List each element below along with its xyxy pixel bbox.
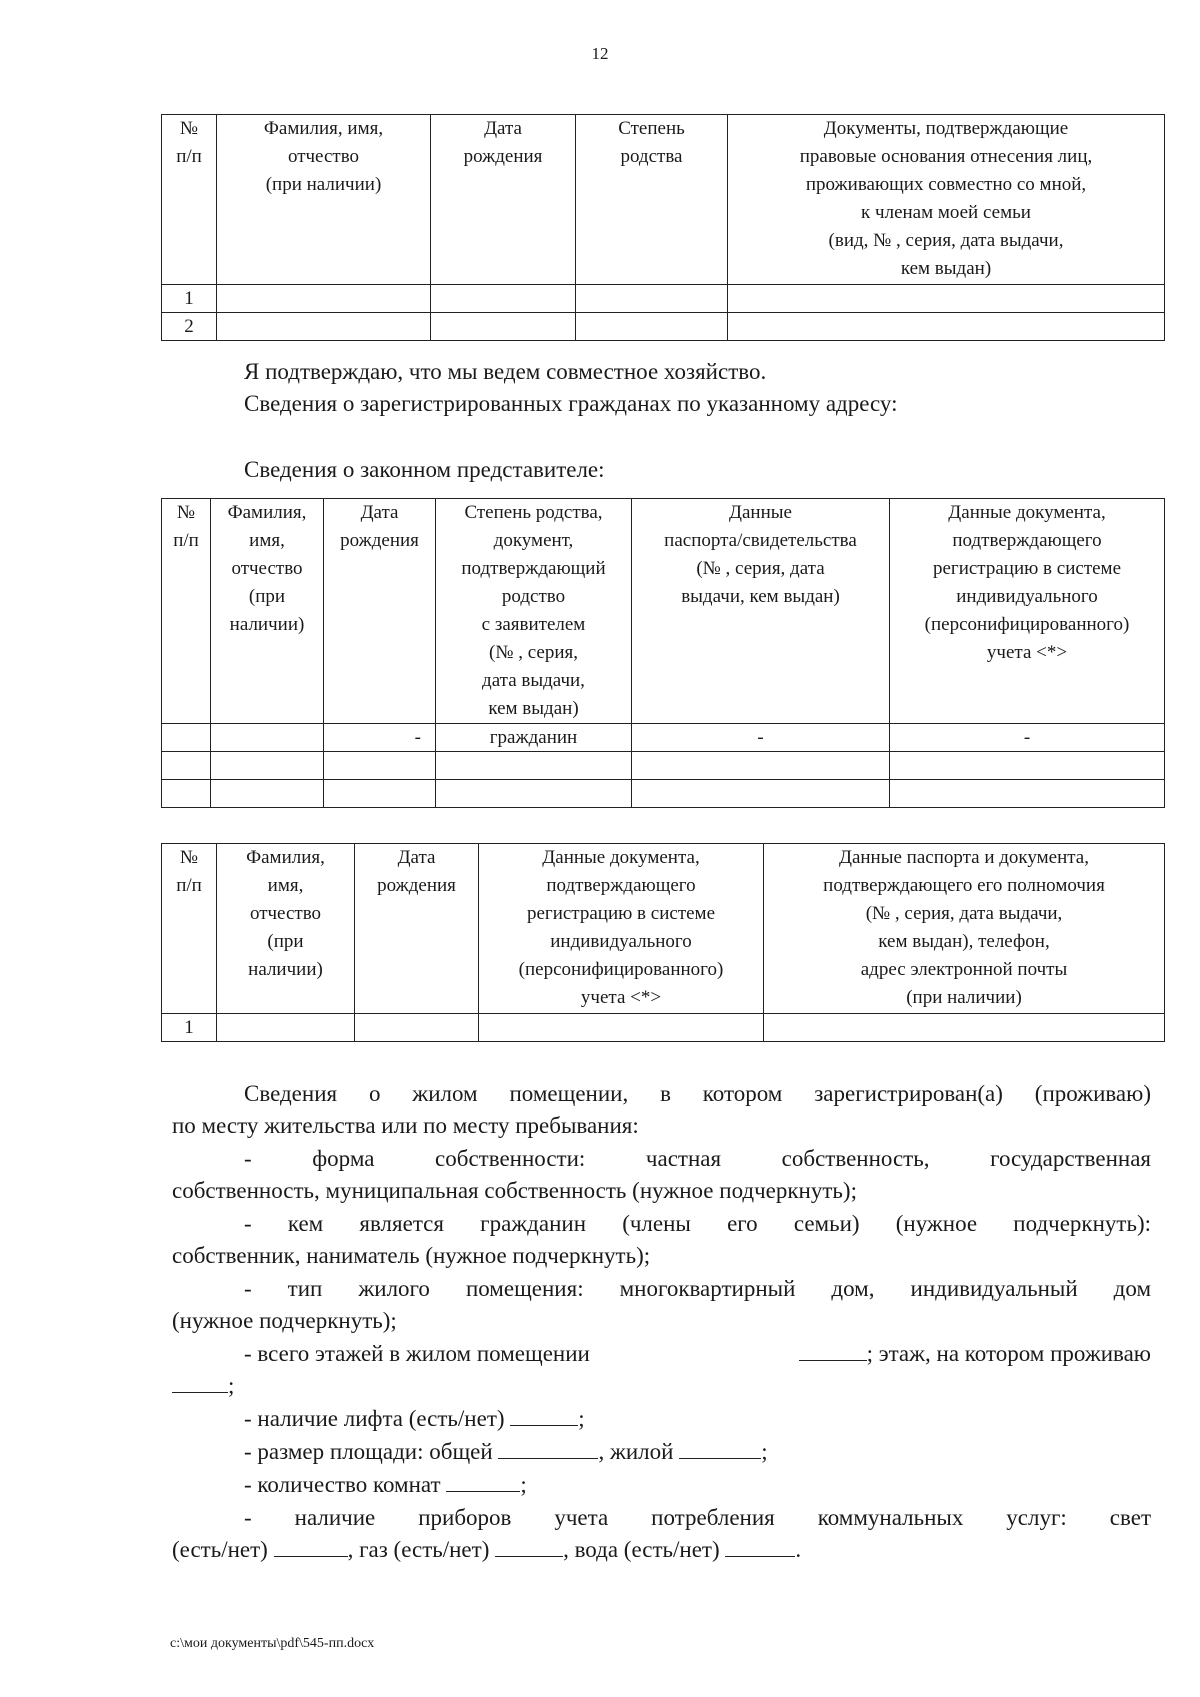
housing-type: - тип жилого помещения: многоквартирный дом, индивидуальный дом <box>244 1276 1151 1301</box>
living-area-label: , жилой <box>598 1439 674 1464</box>
period: . <box>795 1537 802 1562</box>
living-floor-field[interactable] <box>172 1372 228 1393</box>
registered-citizens-heading: Сведения о зарегистрированных гражданах по указанному адресу: <box>244 391 898 416</box>
col-header-authority-document: Данные паспорта и документа, подтверждающего его полномочия (№ , серия, дата выдачи, кем выдан), телефон, адрес электронной почты (при наличии) <box>764 844 1165 1014</box>
table-cell[interactable] <box>436 752 632 780</box>
household-statement: Я подтверждаю, что мы ведем совместное хозяйство. <box>244 359 767 384</box>
table-cell[interactable] <box>324 752 436 780</box>
col-header-fullname: Фамилия, имя, отчество (при наличии) <box>217 844 355 1014</box>
footer-file-path: c:\мои документы\pdf\545-пп.docx <box>170 1636 375 1651</box>
table-cell[interactable]: 1 <box>162 1014 217 1042</box>
table-cell[interactable] <box>632 780 890 808</box>
family-members-table <box>161 114 1165 341</box>
col-header-fullname: Фамилия, имя, отчество (при наличии) <box>211 499 324 724</box>
table-row <box>162 780 1165 808</box>
housing-intro: Сведения о жилом помещении, в котором зарегистрирован(а) (проживаю) <box>244 1081 1151 1106</box>
table-row <box>162 313 1165 341</box>
table-cell[interactable] <box>162 780 211 808</box>
col-header-number: № п/п <box>162 499 211 724</box>
page-number: 12 <box>591 44 609 63</box>
floors-label: - всего этажей в жилом помещении <box>244 1341 590 1366</box>
lift-line <box>244 1403 585 1435</box>
water-field[interactable] <box>725 1536 795 1557</box>
semicolon: ; <box>228 1373 235 1398</box>
table-cell[interactable]: - <box>890 724 1165 752</box>
col-header-relationship-document: Степень родства, документ, подтверждающий родство с заявителем (№ , серия, дата выдачи, кем выдан) <box>436 499 632 724</box>
col-header-birthdate: Дата рождения <box>324 499 436 724</box>
table-row <box>162 724 1165 752</box>
table-cell[interactable]: 2 <box>162 313 217 341</box>
table-cell[interactable] <box>355 1014 479 1042</box>
electricity-label: (есть/нет) <box>172 1537 268 1562</box>
col-header-number: № п/п <box>162 844 217 1014</box>
meters-line: - наличие приборов учета потребления коммунальных услуг: свет <box>244 1505 1151 1530</box>
rooms-label: - количество комнат <box>244 1472 441 1497</box>
housing-type-cont: (нужное подчеркнуть); <box>172 1308 397 1333</box>
table-cell[interactable] <box>576 285 728 313</box>
col-header-registration-document: Данные документа, подтверждающего регистрацию в системе индивидуального (персонифицированного) учета <*> <box>479 844 764 1014</box>
table-cell[interactable] <box>728 285 1165 313</box>
lift-field[interactable] <box>510 1405 578 1426</box>
table-cell[interactable] <box>431 313 576 341</box>
legal-representative-heading: Сведения о законном представителе: <box>244 457 605 482</box>
total-floors-field[interactable] <box>799 1340 867 1361</box>
table-cell[interactable] <box>217 285 431 313</box>
table-cell[interactable] <box>890 780 1165 808</box>
meters-line-cont <box>172 1534 801 1566</box>
floors-label-2: ; этаж, на котором проживаю <box>866 1341 1151 1366</box>
housing-intro-cont: по месту жительства или по месту пребывания: <box>172 1113 639 1138</box>
table-cell[interactable] <box>632 752 890 780</box>
legal-representative-table <box>161 498 1165 808</box>
ownership-form-cont: собственность, муниципальная собственность (нужное подчеркнуть); <box>172 1178 857 1203</box>
table-cell[interactable] <box>217 313 431 341</box>
lift-label: - наличие лифта (есть/нет) <box>244 1406 505 1431</box>
living-area-field[interactable] <box>679 1438 761 1459</box>
semicolon: ; <box>520 1472 527 1497</box>
representative-details-table <box>161 843 1165 1042</box>
area-label: - размер площади: общей <box>244 1439 493 1464</box>
gas-field[interactable] <box>495 1536 563 1557</box>
table-row <box>162 1014 1165 1042</box>
table-cell[interactable]: гражданин <box>436 724 632 752</box>
col-header-birthdate: Дата рождения <box>431 115 576 285</box>
table-cell[interactable] <box>324 780 436 808</box>
area-line <box>244 1436 768 1468</box>
rooms-line <box>244 1469 527 1501</box>
water-label: , вода (есть/нет) <box>563 1537 720 1562</box>
table-cell[interactable] <box>479 1014 764 1042</box>
table-cell[interactable] <box>436 780 632 808</box>
total-area-field[interactable] <box>498 1438 598 1459</box>
semicolon: ; <box>761 1439 768 1464</box>
table-cell[interactable]: - <box>324 724 436 752</box>
table-cell[interactable] <box>576 313 728 341</box>
ownership-form: - форма собственности: частная собственность, государственная <box>244 1146 1151 1171</box>
table-cell[interactable] <box>728 313 1165 341</box>
table-cell[interactable] <box>431 285 576 313</box>
semicolon: ; <box>578 1406 585 1431</box>
col-header-documents: Документы, подтверждающие правовые основания отнесения лиц, проживающих совместно со мной, к членам моей семьи (вид, № , серия, дата выдачи, кем выдан) <box>728 115 1165 285</box>
table-cell[interactable] <box>764 1014 1165 1042</box>
table-cell[interactable] <box>211 724 324 752</box>
col-header-fullname: Фамилия, имя, отчество (при наличии) <box>217 115 431 285</box>
floor-line-cont <box>172 1370 234 1402</box>
floors-line <box>244 1338 1151 1370</box>
table-cell[interactable] <box>211 780 324 808</box>
table-cell[interactable] <box>217 1014 355 1042</box>
col-header-birthdate: Дата рождения <box>355 844 479 1014</box>
col-header-registration-document: Данные документа, подтверждающего регистрацию в системе индивидуального (персонифицированного) учета <*> <box>890 499 1165 724</box>
table-cell[interactable] <box>162 724 211 752</box>
col-header-number: № п/п <box>162 115 217 285</box>
table-cell[interactable] <box>162 752 211 780</box>
table-cell[interactable] <box>211 752 324 780</box>
gas-label: , газ (есть/нет) <box>347 1537 490 1562</box>
table-cell[interactable] <box>890 752 1165 780</box>
who-is-citizen-cont: собственник, наниматель (нужное подчеркнуть); <box>172 1243 651 1268</box>
table-cell[interactable]: 1 <box>162 285 217 313</box>
rooms-field[interactable] <box>446 1471 520 1492</box>
col-header-passport: Данные паспорта/свидетельства (№ , серия, дата выдачи, кем выдан) <box>632 499 890 724</box>
table-row <box>162 752 1165 780</box>
table-cell[interactable]: - <box>632 724 890 752</box>
table-row <box>162 285 1165 313</box>
electricity-field[interactable] <box>274 1536 348 1557</box>
who-is-citizen: - кем является гражданин (члены его семьи) (нужное подчеркнуть): <box>244 1211 1151 1236</box>
col-header-relationship: Степень родства <box>576 115 728 285</box>
